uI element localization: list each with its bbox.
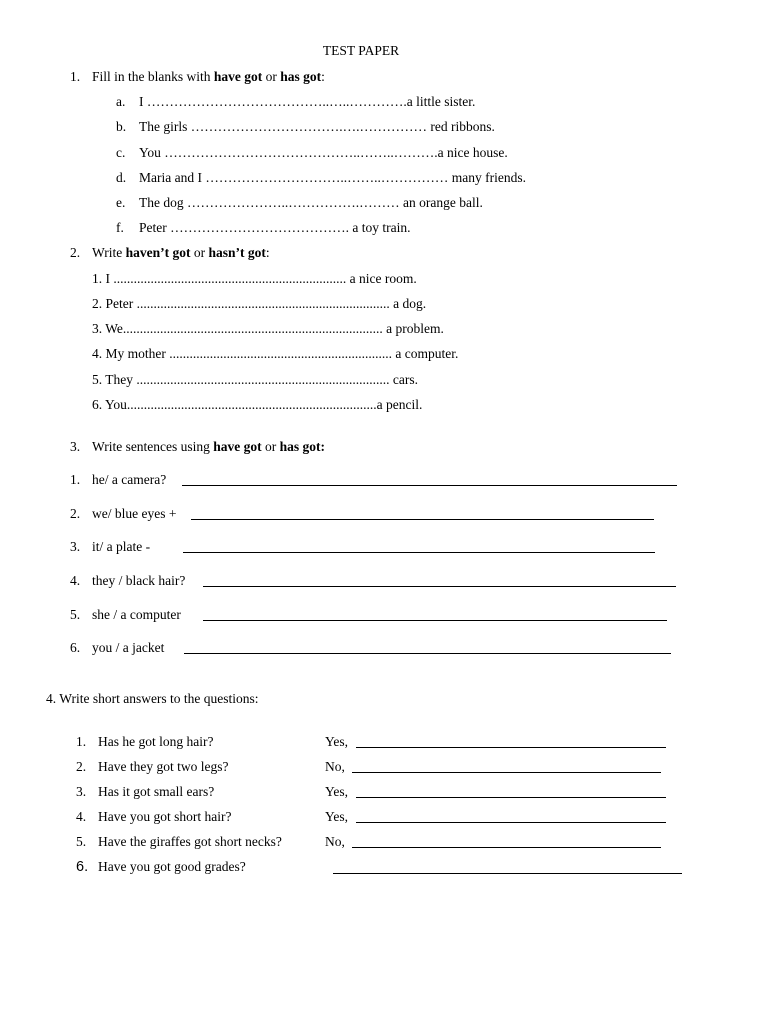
question-text: Has it got small ears? [98,784,215,799]
question-text: Have the giraffes got short necks? [98,834,282,849]
item-text: The girls …………………………….….…………… red ribbons. [139,119,495,134]
section-2-option-b: hasn’t got [208,245,266,260]
answer-prefix: No, [325,759,345,774]
item-marker: f. [116,220,124,235]
section-1-instruction-end: : [321,69,325,84]
section-1-number: 1. [70,69,81,84]
item-marker: d. [116,170,127,185]
item-text: I …………………………………..…..………….a little sister. [139,94,476,109]
answer-line[interactable] [356,747,666,748]
negative-item: 5. They ........................................................................... cars. [92,372,418,387]
section-1-option-a: have got [213,69,263,84]
section-1-instruction: Fill in the blanks with [92,69,214,84]
section-3-option-b: has got: [279,439,326,454]
item-text: Peter …………………………………. a toy train. [139,220,411,235]
item-prompt: they / black hair? [92,573,186,588]
fill-item [116,144,508,162]
answer-prefix: Yes, [325,809,349,824]
fill-item [116,219,411,237]
negative-item: 6. You..........................................................................a pencil. [92,397,423,412]
item-text: You ……………………………………..……..……….a nice house. [139,145,508,160]
sentence-item [70,505,177,523]
question-text: Have you got good grades? [98,859,246,874]
answer-line[interactable] [183,552,655,553]
sentence-item [70,538,151,556]
answer-line[interactable] [203,586,676,587]
question-row [76,758,229,776]
negative-item: 4. My mother .................................................................. a computer. [92,346,459,361]
answer-line[interactable] [203,620,667,621]
item-marker: 5. [70,607,81,622]
answer-line[interactable] [333,873,682,874]
fill-item [116,118,495,136]
section-2-option-a: haven’t got [125,245,191,260]
item-marker: b. [116,119,127,134]
negative-item: 3. We............................................................................. a problem. [92,321,444,336]
section-3-number: 3. [70,439,81,454]
question-row [76,808,232,826]
item-marker: a. [116,94,126,109]
section-3-option-a: have got [213,439,262,454]
section-2-instruction: Write [92,245,126,260]
answer-line[interactable] [182,485,677,486]
item-prompt: you / a jacket [92,640,165,655]
section-2-number: 2. [70,245,81,260]
item-prompt: it/ a plate - [92,539,151,554]
fill-item [116,169,526,187]
page-title: TEST PAPER [322,43,400,58]
sentence-item [70,606,181,624]
item-marker: 3. [76,784,87,799]
answer-line[interactable] [352,847,661,848]
negative-item: 1. I ..................................................................... a nice room. [92,271,417,286]
item-marker: 6. [70,640,81,655]
answer-line[interactable] [352,772,661,773]
answer-prefix: Yes, [325,784,349,799]
section-3-heading [70,438,326,456]
item-marker: 4. [70,573,81,588]
sentence-item [70,572,186,590]
section-4-heading: 4. Write short answers to the questions: [46,691,259,706]
question-row [76,858,246,876]
item-marker: 2. [70,506,81,521]
fill-item [116,194,483,212]
section-2-connector: or [190,245,209,260]
sentence-item [70,639,165,657]
item-marker: 1. [70,472,81,487]
section-2-heading [70,244,270,262]
item-marker: 5. [76,834,87,849]
section-3-connector: or [261,439,280,454]
section-1-option-b: has got [280,69,322,84]
item-marker: e. [116,195,126,210]
section-1-connector: or [262,69,281,84]
section-3-instruction: Write sentences using [92,439,214,454]
answer-line[interactable] [184,653,671,654]
item-prompt: she / a computer [92,607,181,622]
question-text: Have you got short hair? [98,809,232,824]
question-row [76,733,214,751]
item-marker: 4. [76,809,87,824]
section-1-heading [70,68,325,86]
item-marker: c. [116,145,126,160]
answer-line[interactable] [191,519,654,520]
item-marker: 3. [70,539,81,554]
item-text: The dog …………………..…………….……… an orange ball. [139,195,483,210]
item-text: Maria and I …………………………..……..…………… many friends. [139,170,526,185]
fill-item [116,93,476,111]
answer-line[interactable] [356,822,666,823]
question-text: Has he got long hair? [98,734,214,749]
section-2-instruction-end: : [265,245,270,260]
answer-prefix: No, [325,834,345,849]
negative-item: 2. Peter ........................................................................... a dog. [92,296,427,311]
item-prompt: we/ blue eyes + [92,506,177,521]
question-text: Have they got two legs? [98,759,229,774]
question-row [76,783,215,801]
item-prompt: he/ a camera? [92,472,167,487]
item-marker: 6. [76,859,89,875]
item-marker: 2. [76,759,87,774]
sentence-item [70,471,167,489]
item-marker: 1. [76,734,87,749]
answer-prefix: Yes, [325,734,349,749]
answer-line[interactable] [356,797,666,798]
question-row [76,833,282,851]
